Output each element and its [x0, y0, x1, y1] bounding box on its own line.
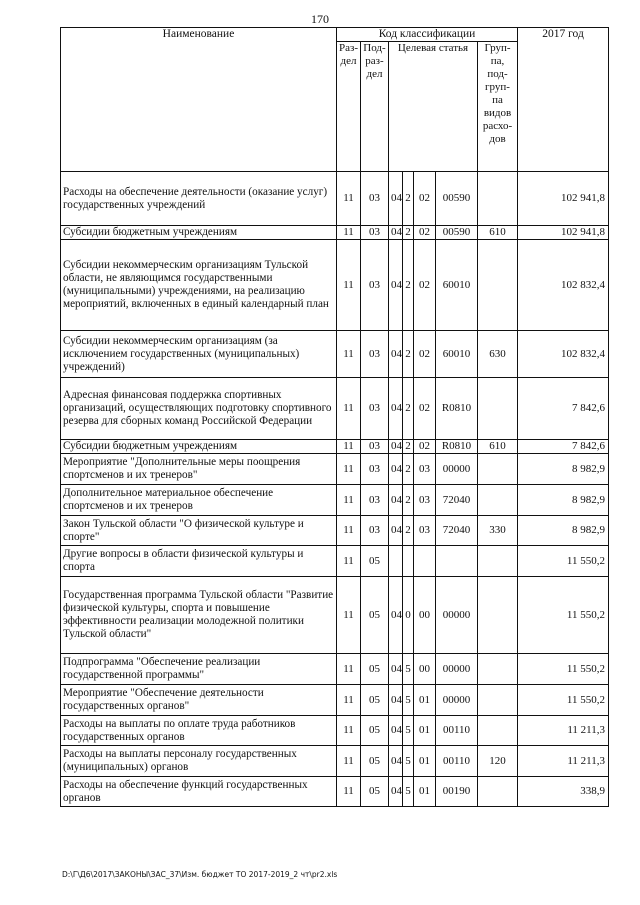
table-row — [61, 654, 609, 685]
cell-razdel: 11 — [337, 654, 361, 685]
cell-podrazdel: 03 — [361, 172, 389, 226]
cell-c1: 04 — [389, 485, 403, 516]
cell-c3: 00 — [414, 654, 436, 685]
cell-c3: 01 — [414, 746, 436, 777]
cell-vr — [478, 577, 518, 654]
table-row — [61, 516, 609, 546]
cell-amount: 7 842,6 — [518, 440, 609, 454]
cell-c2: 2 — [403, 172, 414, 226]
cell-podrazdel: 05 — [361, 577, 389, 654]
cell-c2: 5 — [403, 716, 414, 746]
cell-name: Дополнительное материальное обеспечение спортсменов и их тренеров — [61, 485, 337, 516]
cell-name: Государственная программа Тульской области "Развитие физической культуры, спорта и повышение эффективности реализации молодежной политики Тульской области" — [61, 577, 337, 654]
table-row — [61, 485, 609, 516]
cell-razdel: 11 — [337, 226, 361, 240]
cell-c1: 04 — [389, 716, 403, 746]
cell-vr — [478, 777, 518, 807]
cell-name: Мероприятие "Обеспечение деятельности государственных органов" — [61, 685, 337, 716]
table-row — [61, 777, 609, 807]
cell-c2: 2 — [403, 240, 414, 331]
cell-razdel: 11 — [337, 440, 361, 454]
cell-c2: 2 — [403, 454, 414, 485]
cell-c1: 04 — [389, 516, 403, 546]
cell-c3: 01 — [414, 716, 436, 746]
cell-c4 — [436, 546, 478, 577]
cell-c1: 04 — [389, 378, 403, 440]
cell-vr — [478, 172, 518, 226]
cell-podrazdel: 05 — [361, 716, 389, 746]
cell-amount: 338,9 — [518, 777, 609, 807]
cell-name: Субсидии бюджетным учреждениям — [61, 226, 337, 240]
cell-c2: 2 — [403, 440, 414, 454]
cell-name: Расходы на выплаты персоналу государственных (муниципальных) органов — [61, 746, 337, 777]
table-row — [61, 454, 609, 485]
cell-c3: 01 — [414, 777, 436, 807]
cell-vr — [478, 378, 518, 440]
cell-podrazdel: 03 — [361, 454, 389, 485]
cell-amount: 11 550,2 — [518, 685, 609, 716]
budget-table — [60, 27, 609, 807]
cell-razdel: 11 — [337, 577, 361, 654]
cell-vr — [478, 485, 518, 516]
header-expense-group: Груп- па, под- груп- па видов расхо- дов — [478, 42, 518, 172]
cell-name: Расходы на выплаты по оплате труда работников государственных органов — [61, 716, 337, 746]
page-number: 170 — [311, 12, 329, 26]
cell-c1: 04 — [389, 331, 403, 378]
cell-c3: 02 — [414, 172, 436, 226]
cell-c4: 00000 — [436, 685, 478, 716]
header-classification: Код классификации — [337, 28, 518, 42]
cell-c3 — [414, 546, 436, 577]
cell-c4: 00590 — [436, 172, 478, 226]
cell-c2: 0 — [403, 577, 414, 654]
cell-vr — [478, 454, 518, 485]
cell-vr: 610 — [478, 226, 518, 240]
table-row — [61, 716, 609, 746]
cell-amount: 11 211,3 — [518, 716, 609, 746]
file-path-footer: D:\Г\Д6\2017\ЗАКОНЫ\ЗАС_37\Изм. бюджет ТО 2017-2019_2 чт\pr2.xls — [62, 870, 338, 879]
cell-c1 — [389, 546, 403, 577]
cell-name: Расходы на обеспечение деятельности (оказание услуг) государственных учреждений — [61, 172, 337, 226]
table-row — [61, 546, 609, 577]
cell-vr: 630 — [478, 331, 518, 378]
table-row — [61, 746, 609, 777]
cell-podrazdel: 03 — [361, 240, 389, 331]
table-row — [61, 378, 609, 440]
cell-vr — [478, 685, 518, 716]
table-row — [61, 226, 609, 240]
cell-razdel: 11 — [337, 485, 361, 516]
cell-c3: 03 — [414, 485, 436, 516]
cell-name: Адресная финансовая поддержка спортивных организаций, осуществляющих подготовку спортивного резерва для сборных команд Российской Федерации — [61, 378, 337, 440]
cell-c1: 04 — [389, 654, 403, 685]
cell-podrazdel: 05 — [361, 777, 389, 807]
cell-c1: 04 — [389, 440, 403, 454]
cell-name: Подпрограмма "Обеспечение реализации государственной программы" — [61, 654, 337, 685]
cell-c4: 60010 — [436, 240, 478, 331]
cell-c1: 04 — [389, 454, 403, 485]
cell-podrazdel: 03 — [361, 485, 389, 516]
cell-podrazdel: 05 — [361, 546, 389, 577]
cell-amount: 11 550,2 — [518, 546, 609, 577]
cell-c1: 04 — [389, 226, 403, 240]
cell-c2: 2 — [403, 226, 414, 240]
table-row — [61, 440, 609, 454]
cell-razdel: 11 — [337, 378, 361, 440]
cell-podrazdel: 03 — [361, 378, 389, 440]
cell-vr: 120 — [478, 746, 518, 777]
table-row — [61, 685, 609, 716]
cell-amount: 11 211,3 — [518, 746, 609, 777]
cell-vr — [478, 716, 518, 746]
cell-amount: 8 982,9 — [518, 516, 609, 546]
cell-amount: 102 832,4 — [518, 240, 609, 331]
header-subsection: Под- раз- дел — [361, 42, 389, 172]
cell-c4: 00110 — [436, 746, 478, 777]
cell-vr — [478, 240, 518, 331]
header-year: 2017 год — [518, 28, 609, 172]
cell-name: Другие вопросы в области физической культуры и спорта — [61, 546, 337, 577]
cell-c2: 2 — [403, 331, 414, 378]
cell-c3: 02 — [414, 331, 436, 378]
cell-c1: 04 — [389, 777, 403, 807]
cell-razdel: 11 — [337, 516, 361, 546]
cell-c2: 2 — [403, 485, 414, 516]
table-row — [61, 577, 609, 654]
cell-c1: 04 — [389, 172, 403, 226]
cell-c1: 04 — [389, 685, 403, 716]
cell-podrazdel: 03 — [361, 226, 389, 240]
cell-c4: 00190 — [436, 777, 478, 807]
cell-c4: 00590 — [436, 226, 478, 240]
cell-podrazdel: 05 — [361, 685, 389, 716]
cell-amount: 8 982,9 — [518, 454, 609, 485]
cell-razdel: 11 — [337, 716, 361, 746]
cell-c2: 2 — [403, 516, 414, 546]
cell-amount: 11 550,2 — [518, 654, 609, 685]
cell-c2: 5 — [403, 777, 414, 807]
cell-amount: 8 982,9 — [518, 485, 609, 516]
cell-vr — [478, 546, 518, 577]
cell-razdel: 11 — [337, 240, 361, 331]
cell-amount: 102 941,8 — [518, 172, 609, 226]
cell-name: Субсидии некоммерческим организациям (за исключением государственных (муниципальных) учреждений) — [61, 331, 337, 378]
cell-amount: 102 832,4 — [518, 331, 609, 378]
cell-c4: 00110 — [436, 716, 478, 746]
table-row — [61, 331, 609, 378]
cell-podrazdel: 05 — [361, 654, 389, 685]
cell-razdel: 11 — [337, 331, 361, 378]
header-section: Раз- дел — [337, 42, 361, 172]
cell-c2: 5 — [403, 654, 414, 685]
cell-vr: 330 — [478, 516, 518, 546]
cell-razdel: 11 — [337, 685, 361, 716]
header-row-1 — [61, 28, 609, 42]
cell-c4: 00000 — [436, 577, 478, 654]
cell-c2: 2 — [403, 378, 414, 440]
cell-razdel: 11 — [337, 746, 361, 777]
cell-amount: 7 842,6 — [518, 378, 609, 440]
cell-c3: 02 — [414, 240, 436, 331]
cell-c4: 00000 — [436, 454, 478, 485]
cell-c4: 72040 — [436, 516, 478, 546]
cell-c3: 02 — [414, 440, 436, 454]
cell-c1: 04 — [389, 577, 403, 654]
cell-name: Мероприятие "Дополнительные меры поощрения спортсменов и их тренеров" — [61, 454, 337, 485]
cell-c3: 03 — [414, 454, 436, 485]
cell-name: Субсидии некоммерческим организациям Тульской области, не являющимся государственными (муниципальными) учреждениями, на реализацию мероприятий, включенных в единый календарный план — [61, 240, 337, 331]
cell-c2: 5 — [403, 685, 414, 716]
cell-razdel: 11 — [337, 546, 361, 577]
cell-c1: 04 — [389, 240, 403, 331]
cell-razdel: 11 — [337, 172, 361, 226]
cell-c3: 01 — [414, 685, 436, 716]
cell-podrazdel: 05 — [361, 746, 389, 777]
header-target: Целевая статья — [389, 42, 478, 172]
cell-name: Закон Тульской области "О физической культуре и спорте" — [61, 516, 337, 546]
table-row — [61, 172, 609, 226]
cell-name: Субсидии бюджетным учреждениям — [61, 440, 337, 454]
cell-c3: 03 — [414, 516, 436, 546]
cell-vr: 610 — [478, 440, 518, 454]
header-name: Наименование — [61, 28, 337, 172]
cell-podrazdel: 03 — [361, 440, 389, 454]
cell-amount: 11 550,2 — [518, 577, 609, 654]
cell-c3: 00 — [414, 577, 436, 654]
cell-c3: 02 — [414, 226, 436, 240]
cell-c1: 04 — [389, 746, 403, 777]
cell-c4: 00000 — [436, 654, 478, 685]
cell-name: Расходы на обеспечение функций государственных органов — [61, 777, 337, 807]
cell-razdel: 11 — [337, 454, 361, 485]
cell-razdel: 11 — [337, 777, 361, 807]
cell-c4: R0810 — [436, 378, 478, 440]
cell-c2: 5 — [403, 746, 414, 777]
cell-c3: 02 — [414, 378, 436, 440]
cell-c4: 72040 — [436, 485, 478, 516]
cell-vr — [478, 654, 518, 685]
cell-c4: 60010 — [436, 331, 478, 378]
cell-podrazdel: 03 — [361, 516, 389, 546]
table-row — [61, 240, 609, 331]
cell-amount: 102 941,8 — [518, 226, 609, 240]
cell-podrazdel: 03 — [361, 331, 389, 378]
cell-c4: R0810 — [436, 440, 478, 454]
cell-c2 — [403, 546, 414, 577]
